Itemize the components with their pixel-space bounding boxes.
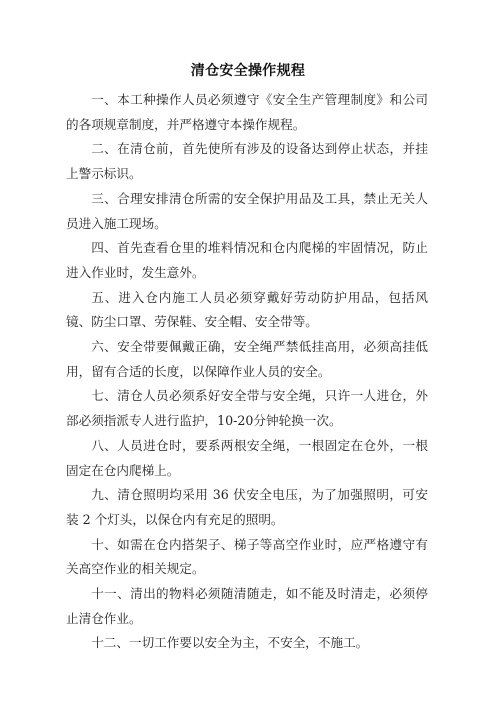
paragraph-9: 九、清仓照明均采用 36 伏安全电压，为了加强照明，可安装 2 个灯头，以保仓内有充足的照明。	[66, 487, 428, 527]
document-title: 清仓安全操作规程	[190, 63, 306, 79]
paragraph-7: 七、清仓人员必须系好安全带与安全绳，只许一人进仓，外部必须指派专人进行监护，10-20分钟轮换一次。	[66, 388, 428, 429]
paragraph-2: 二、在清仓前，首先使所有涉及的设备达到停止状态，并挂上警示标识。	[66, 141, 428, 182]
document-body	[66, 88, 428, 656]
paragraph-3: 三、合理安排清仓所需的安全保护用品及工具，禁止无关人员进入施工现场。	[66, 190, 428, 231]
paragraph-5: 五、进入仓内施工人员必须穿戴好劳动防护用品，包括风镜、防尘口罩、劳保鞋、安全帽、安全带等。	[66, 289, 428, 330]
paragraph-11: 十一、清出的物料必须随清随走，如不能及时清走，必须停止清仓作业。	[66, 586, 428, 626]
paragraph-4: 四、首先查看仓里的堆料情况和仓内爬梯的牢固情况，防止进入作业时，发生意外。	[66, 240, 428, 280]
paragraph-6: 六、安全带要佩戴正确，安全绳严禁低挂高用，必须高挂低用，留有合适的长度，以保障作业人员的安全。	[66, 339, 428, 379]
paragraph-10: 十、如需在仓内搭架子、梯子等高空作业时，应严格遵守有关高空作业的相关规定。	[66, 536, 428, 577]
paragraph-8: 八、人员进仓时，要系两根安全绳，一根固定在仓外，一根固定在仓内爬梯上。	[66, 437, 428, 478]
paragraph-12: 十二、一切工作要以安全为主，不安全，不施工。	[91, 635, 369, 651]
paragraph-1: 一、本工种操作人员必须遵守《安全生产管理制度》和公司的各项规章制度，并严格遵守本操作规程。	[66, 92, 428, 132]
